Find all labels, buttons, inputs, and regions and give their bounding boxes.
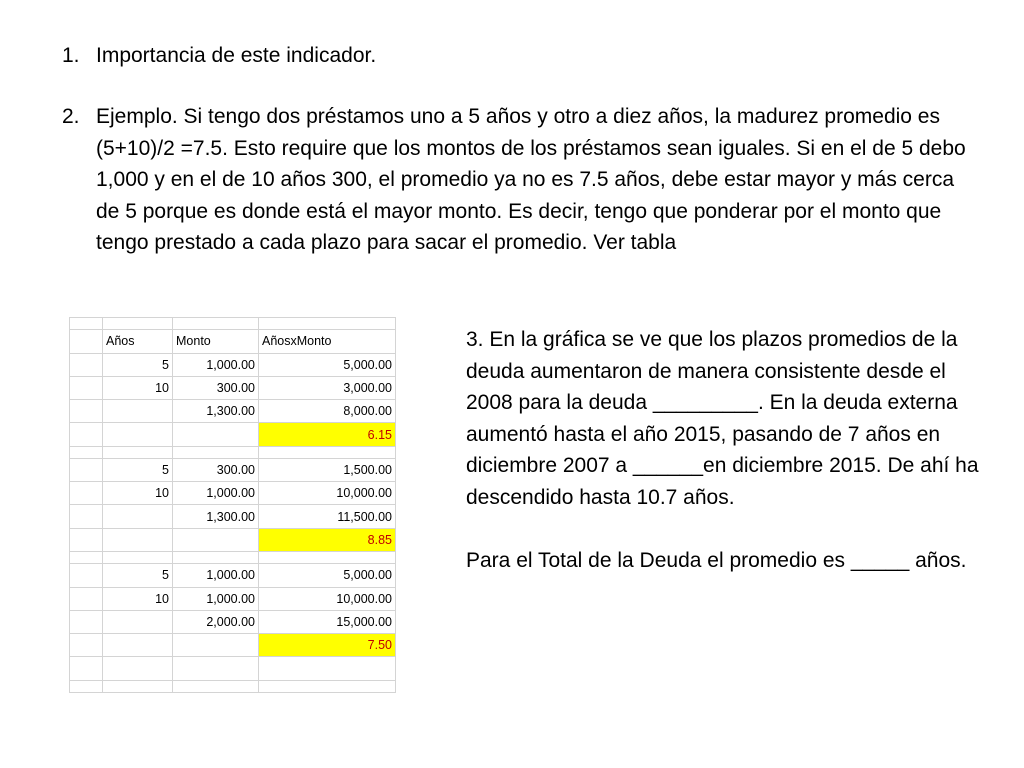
table-cell — [70, 610, 103, 633]
header-cell-anos: Años — [103, 330, 173, 353]
table-row — [70, 610, 396, 633]
result-cell-weighted-average: 8.85 — [259, 528, 396, 551]
table-cell — [103, 318, 173, 330]
table-cell — [173, 680, 259, 692]
table-cell — [259, 680, 396, 692]
cell-anos — [103, 400, 173, 423]
table-row — [70, 376, 396, 399]
header-cell-anosxmonto: AñosxMonto — [259, 330, 396, 353]
list-item-1-number: 1. — [62, 44, 80, 67]
cell-anosxmonto: 5,000.00 — [259, 353, 396, 376]
paragraph-spacer — [466, 514, 986, 546]
table-cell — [70, 482, 103, 505]
table-row — [70, 458, 396, 481]
cell-anosxmonto: 1,500.00 — [259, 458, 396, 481]
table-cell — [259, 446, 396, 458]
cell-monto: 1,000.00 — [173, 482, 259, 505]
table-cell — [173, 657, 259, 680]
table-cell — [70, 446, 103, 458]
table-cell — [259, 552, 396, 564]
table-cell — [70, 505, 103, 528]
table-cell — [70, 552, 103, 564]
cell-monto-total: 2,000.00 — [173, 610, 259, 633]
table-cell — [259, 318, 396, 330]
cell-anosxmonto: 10,000.00 — [259, 482, 396, 505]
cell-anosxmonto: 5,000.00 — [259, 564, 396, 587]
table-cell — [103, 680, 173, 692]
table-cell — [173, 318, 259, 330]
list-item-2 — [62, 101, 972, 259]
cell-anos: 10 — [103, 376, 173, 399]
table-row — [70, 505, 396, 528]
table-cell — [70, 423, 103, 446]
cell-anos: 10 — [103, 482, 173, 505]
cell-anosxmonto-total: 11,500.00 — [259, 505, 396, 528]
spacer-row — [70, 552, 396, 564]
cell-anos: 5 — [103, 458, 173, 481]
header-cell-monto: Monto — [173, 330, 259, 353]
table-cell — [103, 657, 173, 680]
result-row — [70, 423, 396, 446]
list-item-1-text: Importancia de este indicador. — [96, 44, 377, 67]
list-item-1 — [62, 40, 972, 72]
cell-monto: 1,000.00 — [173, 353, 259, 376]
table-cell — [70, 587, 103, 610]
table-cell — [259, 657, 396, 680]
table-cell — [103, 446, 173, 458]
cell-monto: 1,000.00 — [173, 587, 259, 610]
header-row — [70, 330, 396, 353]
spacer-row — [70, 318, 396, 330]
cell-anos: 10 — [103, 587, 173, 610]
table-cell — [70, 458, 103, 481]
cell-anos: 5 — [103, 564, 173, 587]
table-cell — [70, 318, 103, 330]
cell-anosxmonto-total: 8,000.00 — [259, 400, 396, 423]
spreadsheet-table — [69, 317, 396, 693]
table-cell — [173, 446, 259, 458]
table-cell — [70, 400, 103, 423]
question-3-paragraph: 3. En la gráfica se ve que los plazos promedios de la deuda aumentaron de manera consistente desde el 2008 para la deuda _________. En la deuda externa aumentó hasta el año 2015, pasando de 7 años en diciembre 2007 a ______en diciembre 2015. De ahí ha descendido hasta 10.7 años. — [466, 328, 979, 509]
table-cell — [103, 634, 173, 657]
table-cell — [70, 376, 103, 399]
table-cell — [70, 330, 103, 353]
table-row — [70, 482, 396, 505]
result-row — [70, 528, 396, 551]
table-cell — [70, 634, 103, 657]
table-cell — [70, 657, 103, 680]
table-cell — [173, 552, 259, 564]
cell-monto-total: 1,300.00 — [173, 400, 259, 423]
cell-anosxmonto: 10,000.00 — [259, 587, 396, 610]
empty-row — [70, 657, 396, 680]
question-3-text — [466, 324, 986, 577]
table-cell — [70, 680, 103, 692]
table-cell — [103, 528, 173, 551]
list-item-2-text: Ejemplo. Si tengo dos préstamos uno a 5 años y otro a diez años, la madurez promedio es (5+10)/2 =7.5. Esto require que los montos de los préstamos sean iguales. Si en el de 5 debo 1,000 y en el de 10 años 300, el promedio ya no es 7.5 años, debe estar mayor y más cerca de 5 porque es donde está el mayor monto. Es decir, tengo que ponderar por el monto que tengo prestado a cada plazo para sacar el promedio. Ver tabla — [96, 105, 966, 254]
table-row — [70, 353, 396, 376]
cell-anos: 5 — [103, 353, 173, 376]
table-cell — [173, 528, 259, 551]
cell-monto: 1,000.00 — [173, 564, 259, 587]
table-row — [70, 400, 396, 423]
cell-anos — [103, 505, 173, 528]
result-row — [70, 634, 396, 657]
total-debt-paragraph: Para el Total de la Deuda el promedio es _____ años. — [466, 549, 967, 573]
table-cell — [70, 564, 103, 587]
cell-anosxmonto: 3,000.00 — [259, 376, 396, 399]
spacer-row — [70, 446, 396, 458]
cell-monto: 300.00 — [173, 458, 259, 481]
table-cell — [103, 552, 173, 564]
result-cell-weighted-average: 7.50 — [259, 634, 396, 657]
cell-anosxmonto-total: 15,000.00 — [259, 610, 396, 633]
list-item-2-number: 2. — [62, 105, 80, 128]
cell-monto-total: 1,300.00 — [173, 505, 259, 528]
table-row — [70, 587, 396, 610]
table-cell — [173, 634, 259, 657]
table-cell — [173, 423, 259, 446]
table-row — [70, 564, 396, 587]
cell-monto: 300.00 — [173, 376, 259, 399]
cell-anos — [103, 610, 173, 633]
spacer-row — [70, 680, 396, 692]
table-cell — [103, 423, 173, 446]
result-cell-weighted-average: 6.15 — [259, 423, 396, 446]
table-cell — [70, 353, 103, 376]
table-cell — [70, 528, 103, 551]
